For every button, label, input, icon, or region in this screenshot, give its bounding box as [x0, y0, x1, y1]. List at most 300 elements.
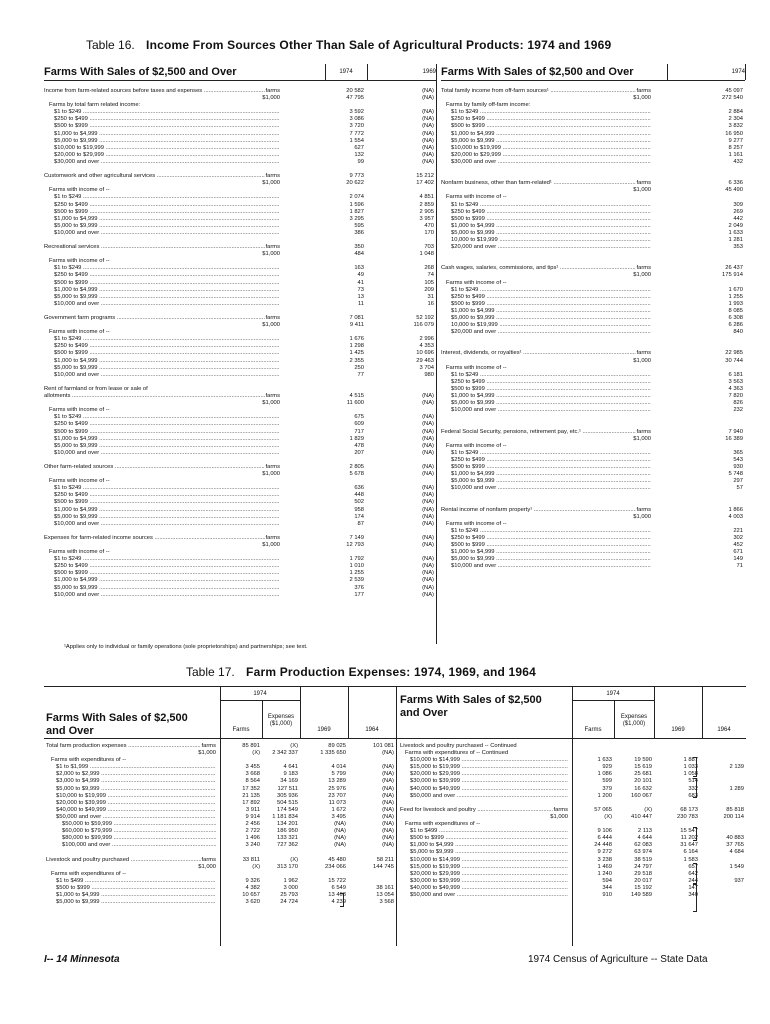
table-row	[44, 230, 436, 237]
row-label: $50,000 and over .....	[410, 892, 568, 899]
row-value: 45 480	[328, 856, 346, 863]
row-unit: farms	[636, 88, 651, 94]
table-row	[44, 386, 436, 393]
table-row	[44, 209, 436, 216]
table-row	[441, 429, 745, 436]
row-label: $10,000 to $19,999 .....	[56, 793, 216, 800]
row-value: 4 515	[349, 393, 364, 400]
row-unit: $1,000	[198, 750, 216, 757]
row-value: 31	[427, 293, 434, 300]
row-unit: farms	[636, 265, 651, 272]
table-row	[441, 485, 745, 492]
row-value: (NA)	[422, 109, 434, 116]
table-row	[44, 116, 436, 123]
row-label: $2,000 to $2,999 .....	[56, 771, 216, 778]
row-value: 20 101	[634, 778, 652, 785]
row-label: Farms with expenditures of --	[51, 757, 127, 764]
row-value: 62 083	[634, 842, 652, 849]
table-row	[441, 258, 745, 265]
row-label: Farms by family off-farm income:	[446, 102, 531, 109]
row-value: 163	[354, 265, 364, 272]
row-value: 7 149	[349, 534, 364, 541]
row-value: 9 272	[597, 849, 612, 856]
table-17-right-col-1964: 1964	[717, 727, 731, 733]
row-value: 116 079	[413, 322, 434, 329]
row-label: $5,000 to $9,999 .....	[451, 400, 651, 407]
row-value: 675	[354, 414, 364, 421]
table-row	[441, 478, 745, 485]
table-row	[44, 322, 436, 329]
row-label: $10,000 and over .....	[54, 450, 280, 457]
row-value: 4 003	[728, 513, 743, 520]
row-value: (NA)	[382, 799, 394, 806]
table-row	[44, 216, 436, 223]
row-label: $30,000 and over .....	[54, 159, 280, 166]
row-value: 2 722	[245, 828, 260, 835]
row-value: 376	[354, 584, 364, 591]
row-value: (NA)	[422, 393, 434, 400]
table-row	[441, 549, 745, 556]
row-value: 6 164	[683, 849, 698, 856]
row-value: 1 335 650	[320, 750, 346, 757]
brace-mark	[693, 884, 697, 912]
row-label: $500 to $999 .....	[410, 835, 568, 842]
row-label: $5,000 to $9,999 .....	[54, 138, 280, 145]
row-value: (NA)	[422, 130, 434, 137]
table-row	[44, 400, 436, 407]
row-value: 442	[733, 215, 743, 222]
table-16-footnote: ¹Applies only to individual or family operations (sole proprietorships) and partnerships; see text.	[64, 644, 308, 650]
row-value: 15 547	[680, 828, 698, 835]
row-value: 2 049	[728, 222, 743, 229]
row-value: 63 974	[634, 849, 652, 856]
table-row	[441, 287, 745, 294]
row-value: 410 447	[631, 813, 652, 820]
row-label: $1 to $249 .....	[54, 485, 280, 492]
table-row	[46, 750, 396, 757]
row-value: 89 025	[328, 743, 346, 749]
row-value: 1 993	[728, 300, 743, 307]
table-row	[44, 407, 436, 414]
row-value: 7 820	[728, 393, 743, 400]
row-value: 1 866	[728, 506, 743, 513]
row-value: (NA)	[422, 123, 434, 130]
row-label: $1,000 to $4,999 .....	[54, 131, 280, 138]
row-label: Livestock and poultry purchased -- Continued	[400, 743, 517, 749]
table-row	[441, 194, 745, 201]
row-value: 29 518	[634, 870, 652, 877]
row-value: 244	[688, 877, 698, 884]
row-value: 1 549	[729, 863, 744, 870]
row-value: 127 511	[277, 785, 298, 792]
row-value: 502	[354, 499, 364, 506]
row-value: 99	[357, 158, 364, 165]
table-row	[44, 492, 436, 499]
row-unit: farms	[636, 350, 651, 357]
table-row	[46, 828, 396, 835]
row-value: 11 600	[346, 400, 364, 407]
row-value: 170	[424, 229, 434, 236]
table-row	[44, 244, 436, 251]
row-label: $20,000 to $29,999 .....	[410, 771, 568, 778]
row-value: (NA)	[422, 534, 434, 541]
row-label: $5,000 to $9,999 .....	[54, 514, 280, 521]
row-value: 2 139	[729, 764, 744, 771]
row-value: 543	[733, 456, 743, 463]
row-value: 642	[688, 870, 698, 877]
row-value: 147	[688, 884, 698, 891]
row-value: 930	[733, 463, 743, 470]
row-label: $50,000 and over .....	[410, 793, 568, 800]
row-value: (NA)	[382, 750, 394, 757]
row-value: 3 000	[283, 884, 298, 891]
row-value: 3 295	[349, 215, 364, 222]
row-value: 15 722	[328, 877, 346, 884]
row-value: 2 355	[349, 357, 364, 364]
table-row	[400, 743, 746, 750]
row-value: 910	[602, 891, 612, 898]
table-row	[46, 835, 396, 842]
table-row	[441, 102, 745, 109]
table-16-left-col-1969: 1969	[422, 69, 436, 75]
table-16-right-rows	[441, 88, 745, 570]
table-16-title-text: Income From Sources Other Than Sale of Agricultural Products: 1974 and 1969	[146, 38, 612, 52]
row-value: 207	[354, 449, 364, 456]
row-value: 1 633	[597, 757, 612, 764]
brace-mark	[693, 757, 697, 777]
table-row	[400, 842, 746, 849]
brace-mark	[693, 827, 697, 841]
row-value: 15 212	[416, 173, 434, 180]
row-value: 470	[424, 222, 434, 229]
table-row	[46, 878, 396, 885]
row-value: 13	[357, 293, 364, 300]
row-label: $40,000 to $49,999 .....	[56, 807, 216, 814]
row-value: 17 352	[242, 785, 260, 792]
row-label: $250 to $499 .....	[54, 492, 280, 499]
table-row	[46, 871, 396, 878]
row-unit: farms	[265, 315, 280, 321]
table-16-title	[86, 38, 611, 52]
table-16-left-col-1974: 1974	[339, 69, 353, 75]
row-value: 38 519	[634, 856, 652, 863]
row-label: $1,000 to $4,999 .....	[410, 842, 568, 849]
row-value: 671	[733, 549, 743, 556]
row-value: 20 017	[634, 877, 652, 884]
row-value: 13 289	[328, 778, 346, 785]
row-label: $1,000 to $4,999 .....	[54, 507, 280, 514]
row-value: 3 957	[419, 215, 434, 222]
table-row	[44, 528, 436, 535]
row-label: Farms with income of --	[446, 194, 507, 201]
table-row	[441, 95, 745, 102]
table-row	[44, 95, 436, 102]
row-value: 34 169	[280, 778, 298, 785]
row-unit: $1,000	[262, 400, 280, 407]
row-value: (X)	[290, 856, 298, 863]
row-value: 1 281	[728, 236, 743, 243]
row-value: (NA)	[382, 785, 394, 792]
row-value: 1 676	[349, 336, 364, 343]
row-label: Expenses for farm-related income sources .....	[44, 535, 280, 542]
row-value: 1 240	[597, 870, 612, 877]
table-row	[441, 272, 745, 279]
row-value: 2 456	[245, 821, 260, 828]
row-value: 37 765	[726, 842, 744, 849]
row-value: 1 583	[683, 856, 698, 863]
table-row	[44, 88, 436, 95]
table-row	[46, 764, 396, 771]
row-value: 2 304	[728, 116, 743, 123]
table-row	[441, 187, 745, 194]
row-label: $250 to $499 .....	[451, 379, 651, 386]
row-label: Farms with expenditures of -- Continued	[405, 750, 509, 757]
row-label: $1,000 to $4,999 .....	[451, 549, 651, 556]
row-label: $500 to $999 .....	[54, 123, 280, 130]
row-label: $250 to $499 .....	[451, 294, 651, 301]
table-row	[46, 807, 396, 814]
row-value: 958	[354, 506, 364, 513]
table-row	[46, 800, 396, 807]
table-row	[441, 265, 745, 272]
table-17-left-col-group: 1974	[253, 691, 267, 697]
table-row	[441, 322, 745, 329]
table-row	[46, 821, 396, 828]
row-value: 49	[357, 272, 364, 279]
row-value: 599	[602, 778, 612, 785]
row-label: $1,000 to $4,999 .....	[54, 358, 280, 365]
row-label: $500 to $999 .....	[54, 429, 280, 436]
table-row	[441, 294, 745, 301]
row-value: (NA)	[422, 449, 434, 456]
row-value: 3 238	[597, 856, 612, 863]
table-row	[441, 535, 745, 542]
row-label: $10,000 to $19,999 .....	[451, 145, 651, 152]
row-label: $250 to $499 .....	[451, 209, 651, 216]
table-row	[44, 556, 436, 563]
row-value: 24 724	[280, 899, 298, 906]
table-row	[441, 315, 745, 322]
row-label: $1 to $499 .....	[410, 828, 568, 835]
table-row	[44, 499, 436, 506]
row-value: 175 914	[722, 272, 743, 279]
row-value: 71	[736, 563, 743, 570]
row-label: $10,000 and over .....	[451, 563, 651, 570]
row-label: $250 to $499 .....	[451, 116, 651, 123]
row-value: 4 684	[729, 849, 744, 856]
table-row	[441, 301, 745, 308]
table-row	[44, 414, 436, 421]
table-row	[441, 308, 745, 315]
table-row	[44, 145, 436, 152]
row-value: (X)	[252, 863, 260, 870]
row-value: (NA)	[422, 463, 434, 470]
table-16-right-header: Farms With Sales of $2,500 and Over	[441, 66, 634, 78]
row-unit: farms	[265, 244, 280, 251]
row-value: (NA)	[422, 577, 434, 584]
row-value: (NA)	[422, 584, 434, 591]
row-value: 4 353	[419, 343, 434, 350]
table-row	[44, 251, 436, 258]
table-row	[44, 585, 436, 592]
row-value: 13 054	[376, 891, 394, 898]
table-row	[441, 336, 745, 343]
row-value: (NA)	[422, 158, 434, 165]
row-value: 268	[424, 265, 434, 272]
row-value: (NA)	[422, 499, 434, 506]
row-value: 272 540	[722, 95, 743, 102]
table-row	[441, 237, 745, 244]
row-value: 33 811	[242, 856, 260, 863]
row-label: $250 to $499 .....	[54, 343, 280, 350]
row-label: $5,000 to $9,999 .....	[451, 556, 651, 563]
table-row	[44, 429, 436, 436]
row-value: 6 181	[728, 371, 743, 378]
row-value: 134 201	[277, 821, 298, 828]
row-label: $1 to $249 .....	[451, 287, 651, 294]
row-value: 3 495	[331, 813, 346, 820]
row-value: 3 563	[728, 378, 743, 385]
table-row	[441, 166, 745, 173]
table-row	[44, 265, 436, 272]
row-value: (NA)	[422, 414, 434, 421]
table-row	[441, 379, 745, 386]
row-label: 10,000 to $19,999 .....	[451, 322, 651, 329]
row-value: 52 192	[416, 315, 434, 321]
row-label: $5,000 to $9,999 .....	[56, 899, 216, 906]
row-value: 4 641	[283, 764, 298, 771]
table-row	[441, 400, 745, 407]
row-label: $30,000 and over .....	[451, 159, 651, 166]
row-value: 2 905	[419, 208, 434, 215]
row-value: 8 257	[728, 144, 743, 151]
row-label: Farms with income of --	[446, 364, 507, 371]
row-value: 20 622	[346, 180, 364, 187]
table-row	[441, 131, 745, 138]
row-label: Livestock and poultry purchased .....	[46, 857, 216, 864]
row-value: 379	[602, 785, 612, 792]
table-row	[441, 343, 745, 350]
table-row	[441, 542, 745, 549]
table-row	[44, 173, 436, 180]
row-value: 7 081	[349, 315, 364, 321]
row-unit: $1,000	[633, 272, 651, 279]
table-row	[44, 202, 436, 209]
table-row	[44, 379, 436, 386]
row-value: 74	[427, 272, 434, 279]
row-value: 344	[602, 884, 612, 891]
row-value: 4 644	[637, 835, 652, 842]
row-value: 133 321	[277, 835, 298, 842]
table-row	[46, 757, 396, 764]
row-value: 683	[688, 792, 698, 799]
row-unit: $1,000	[262, 471, 280, 478]
brace-mark	[693, 863, 697, 884]
row-value: 40 883	[726, 835, 744, 842]
row-value: 29 463	[416, 357, 434, 364]
row-value: (NA)	[382, 764, 394, 771]
row-unit: farms	[553, 806, 568, 813]
table-row	[441, 329, 745, 336]
row-value: 3 704	[419, 364, 434, 371]
row-value: 269	[733, 208, 743, 215]
table-row	[44, 138, 436, 145]
table-row	[441, 116, 745, 123]
row-value: 9 183	[283, 771, 298, 778]
table-row	[44, 102, 436, 109]
row-value: 7 772	[349, 130, 364, 137]
table-row	[441, 230, 745, 237]
row-label: $10,000 and over .....	[54, 592, 280, 599]
table-17-number: Table 17.	[186, 665, 235, 679]
table-row	[44, 563, 436, 570]
row-label: Customwork and other agricultural services .....	[44, 173, 280, 180]
table-17-left-rows	[46, 743, 396, 906]
row-value: 3 592	[349, 109, 364, 116]
row-label: $10,000 and over .....	[54, 230, 280, 237]
row-value: 10 696	[416, 350, 434, 357]
table-row	[400, 800, 746, 807]
row-label: $1,000 to $4,999 .....	[451, 131, 651, 138]
table-17-left-header: Farms With Sales of $2,500 and Over	[46, 712, 188, 737]
row-label: $10,000 and over .....	[54, 521, 280, 528]
row-label: $500 to $999 .....	[451, 386, 651, 393]
row-unit: $1,000	[633, 513, 651, 520]
row-value: (NA)	[382, 828, 394, 835]
row-label: $500 to $999 .....	[56, 885, 216, 892]
row-value: 1 425	[349, 350, 364, 357]
table-row	[44, 592, 436, 599]
row-unit: farms	[636, 180, 651, 187]
row-label: $1 to $249 .....	[54, 265, 280, 272]
row-label: $50,000 and over .....	[56, 814, 216, 821]
row-value: 45 097	[725, 88, 743, 94]
row-label: $1,000 to $4,999 .....	[56, 892, 216, 899]
table-row	[44, 436, 436, 443]
row-label: Total farm production expenses .....	[46, 743, 216, 750]
table-row	[44, 223, 436, 230]
row-label: $5,000 to $9,999 .....	[451, 230, 651, 237]
table-row	[46, 814, 396, 821]
row-value: 1 289	[729, 785, 744, 792]
row-value: 504 515	[277, 799, 298, 806]
row-value: 1 962	[283, 877, 298, 884]
row-value: 9 914	[245, 813, 260, 820]
row-value: 221	[733, 527, 743, 534]
row-label: $5,000 to $9,999 .....	[56, 786, 216, 793]
row-label: $1,000 to $4,999 .....	[54, 216, 280, 223]
row-label: $1 to $1,999 .....	[56, 764, 216, 771]
row-value: 4 363	[728, 385, 743, 392]
row-label: $5,000 to $9,999 .....	[54, 365, 280, 372]
table-row	[441, 563, 745, 570]
row-label: $500 to $999 .....	[54, 209, 280, 216]
table-row	[46, 778, 396, 785]
row-value: 2 539	[349, 577, 364, 584]
row-value: (NA)	[382, 792, 394, 799]
row-label: $1 to $249 .....	[451, 202, 651, 209]
row-label: Interest, dividends, or royalties¹ .....	[441, 350, 651, 357]
row-value: 9 326	[245, 877, 260, 884]
row-value: 5 678	[349, 471, 364, 478]
row-label: $20,000 and over .....	[451, 329, 651, 336]
row-label: $30,000 to $39,999 .....	[410, 778, 568, 785]
row-unit: $1,000	[262, 180, 280, 187]
row-value: 16 389	[725, 435, 743, 442]
row-label: $10,000 and over .....	[54, 301, 280, 308]
row-label: $10,000 and over .....	[54, 372, 280, 379]
row-value: (NA)	[382, 806, 394, 813]
